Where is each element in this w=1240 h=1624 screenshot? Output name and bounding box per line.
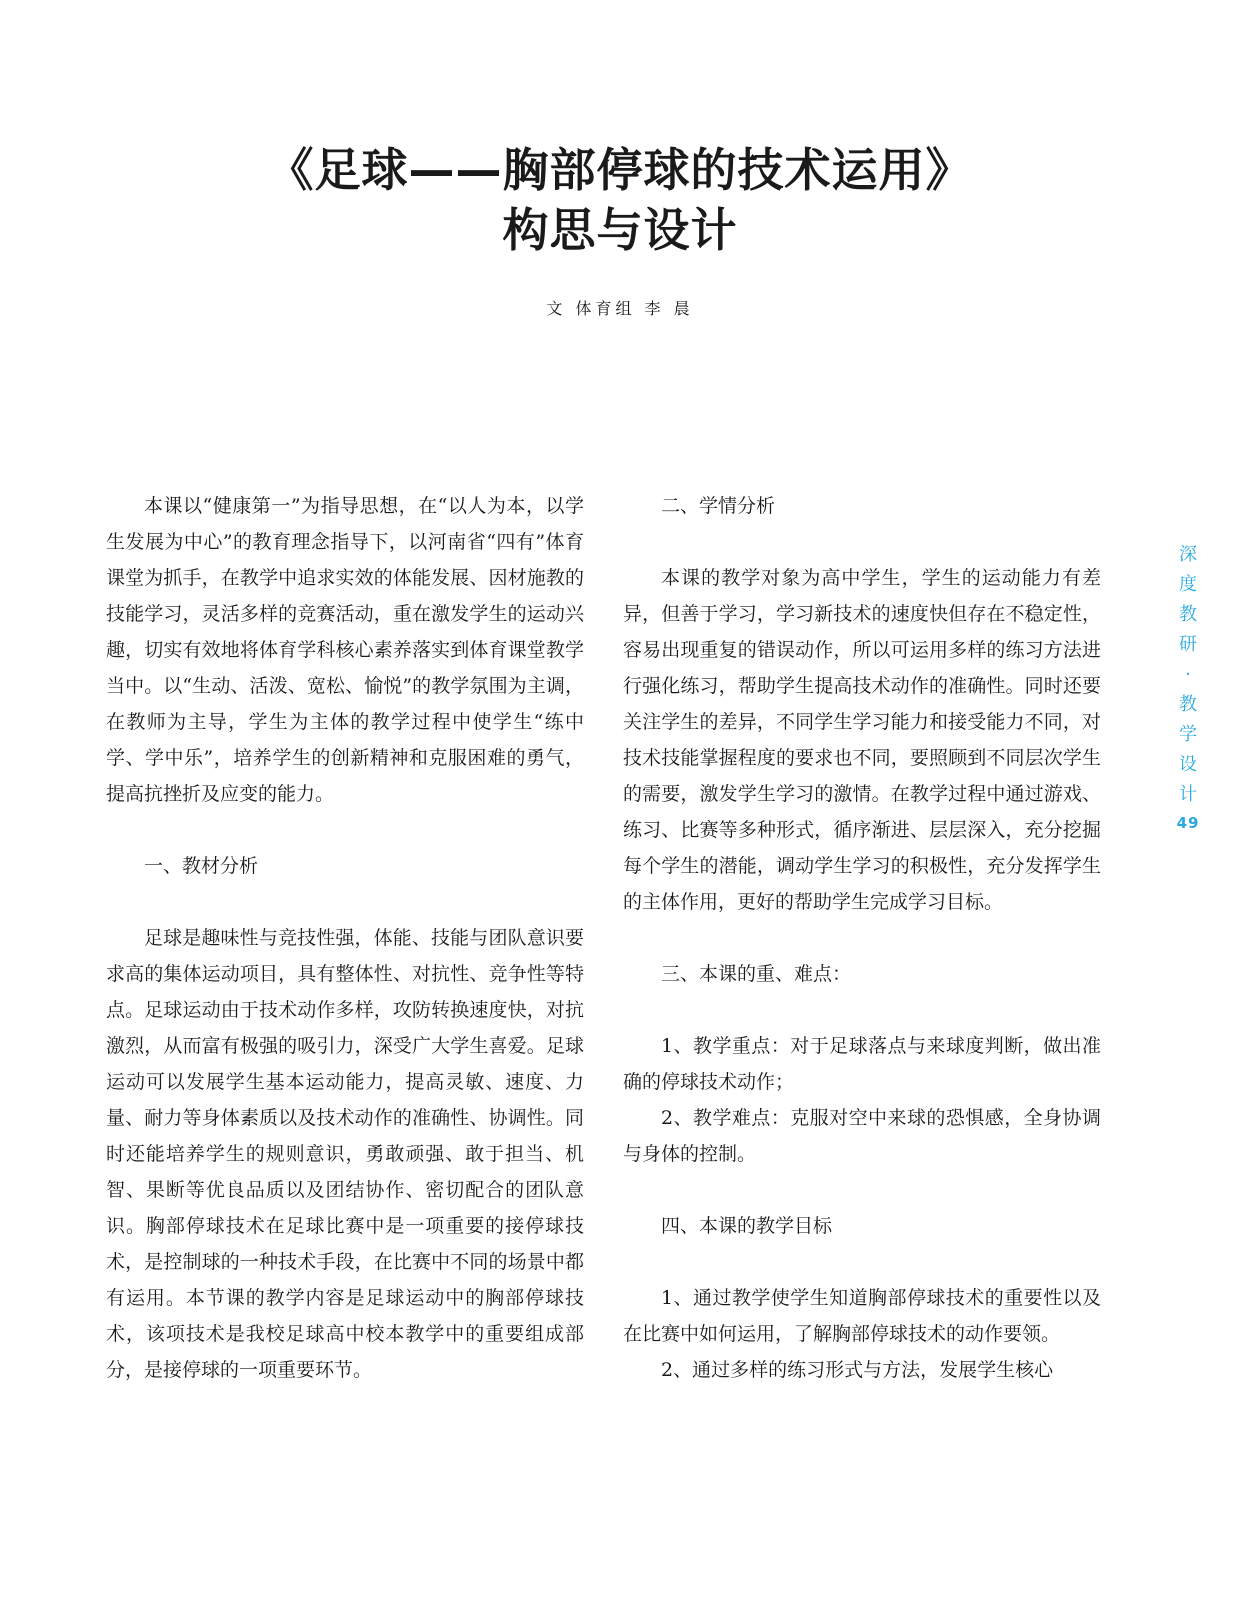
spacer bbox=[623, 920, 1101, 956]
section-heading-objectives: 四、本课的教学目标 bbox=[661, 1215, 833, 1237]
spacer bbox=[623, 1172, 1101, 1208]
section-heading-students: 二、学情分析 bbox=[661, 495, 776, 517]
spacer bbox=[623, 1244, 1101, 1280]
objective-item: 1、通过教学使学生知道胸部停球技术的重要性以及在比赛中如何运用，了解胸部停球技术的动作要领。 bbox=[623, 1287, 1101, 1345]
side-label-separator: · bbox=[1185, 664, 1191, 685]
side-label-char: 设 bbox=[1179, 754, 1197, 775]
side-label-char: 教 bbox=[1179, 604, 1197, 625]
side-label-char: 深 bbox=[1179, 544, 1197, 565]
left-column bbox=[106, 488, 584, 1388]
right-column bbox=[623, 488, 1101, 1388]
side-label-char: 计 bbox=[1179, 784, 1197, 805]
page-number: 49 bbox=[1176, 814, 1200, 832]
section-body-materials: 足球是趣味性与竞技性强，体能、技能与团队意识要求高的集体运动项目，具有整体性、对抗性、竞争性等特点。足球运动由于技术动作多样，攻防转换速度快，对抗激烈，从而富有极强的吸引力，深受广大学生喜爱。足球运动可以发展学生基本运动能力，提高灵敏、速度、力量、耐力等身体素质以及技术动作的准确性、协调性。同时还能培养学生的规则意识，勇敢顽强、敢于担当、机智、果断等优良品质以及团结协作、密切配合的团队意识。胸部停球技术在足球比赛中是一项重要的接停球技术，是控制球的一种技术手段，在比赛中不同的场景中都有运用。本节课的教学内容是足球运动中的胸部停球技术，该项技术是我校足球高中校本教学中的重要组成部分，是接停球的一项重要环节。 bbox=[106, 927, 584, 1381]
difficulty-item: 2、教学难点：克服对空中来球的恐惧感，全身协调与身体的控制。 bbox=[623, 1107, 1101, 1165]
intro-paragraph: 本课以“健康第一”为指导思想，在“以人为本，以学生发展为中心”的教育理念指导下，以河南省“四有”体育课堂为抓手，在教学中追求实效的体能发展、因材施教的技能学习，灵活多样的竞赛活动，重在激发学生的运动兴趣，切实有效地将体育学科核心素养落实到体育课堂教学当中。以“生动、活泼、宽松、愉悦”的教学氛围为主调，在教师为主导，学生为主体的教学过程中使学生“练中学、学中乐”，培养学生的创新精神和克服困难的勇气，提高抗挫折及应变的能力。 bbox=[106, 495, 584, 805]
section-heading-materials: 一、教材分析 bbox=[144, 855, 259, 877]
side-label-char: 研 bbox=[1179, 634, 1197, 655]
author-byline: 文 体育组 李 晨 bbox=[546, 299, 694, 318]
side-label-char: 学 bbox=[1179, 724, 1197, 745]
objective-item: 2、通过多样的练习形式与方法，发展学生核心 bbox=[661, 1359, 1054, 1381]
spacer bbox=[623, 992, 1101, 1028]
spacer bbox=[106, 812, 584, 848]
section-heading-key-points: 三、本课的重、难点： bbox=[661, 963, 852, 985]
article-title-line2: 构思与设计 bbox=[502, 203, 738, 257]
key-point-item: 1、教学重点：对于足球落点与来球度判断，做出准确的停球技术动作； bbox=[623, 1035, 1101, 1093]
article-title bbox=[0, 140, 1240, 260]
side-label-char: 度 bbox=[1179, 574, 1197, 595]
article-title-line1: 《足球——胸部停球的技术运用》 bbox=[267, 143, 973, 197]
side-label-char: 教 bbox=[1179, 694, 1197, 715]
section-body-students: 本课的教学对象为高中学生，学生的运动能力有差异，但善于学习，学习新技术的速度快但存在不稳定性，容易出现重复的错误动作，所以可运用多样的练习方法进行强化练习，帮助学生提高技术动作的准确性。同时还要关注学生的差异，不同学生学习能力和接受能力不同，对技术技能掌握程度的要求也不同，要照顾到不同层次学生的需要，激发学生学习的激情。在教学过程中通过游戏、练习、比赛等多种形式，循序渐进、层层深入，充分挖掘每个学生的潜能，调动学生学习的积极性，充分发挥学生的主体作用，更好的帮助学生完成学习目标。 bbox=[623, 567, 1101, 913]
section-side-label bbox=[1174, 540, 1202, 832]
spacer bbox=[623, 524, 1101, 560]
spacer bbox=[106, 884, 584, 920]
